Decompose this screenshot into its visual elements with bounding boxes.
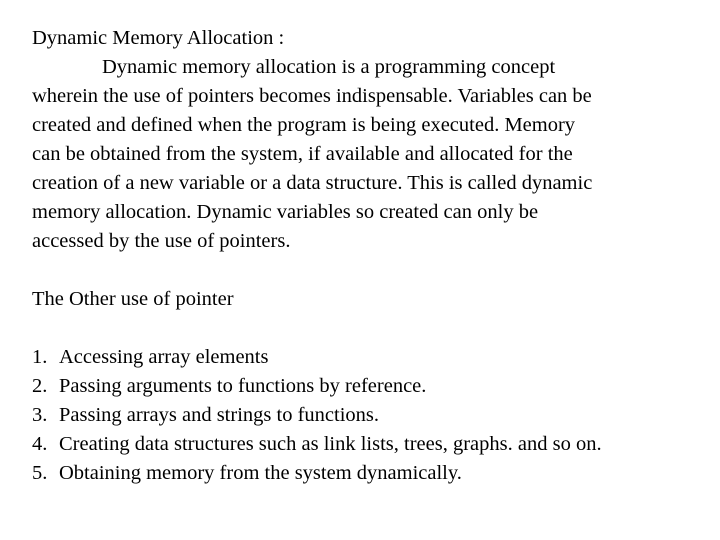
list-number: 4. [32, 433, 48, 455]
list-item [32, 372, 702, 401]
paragraph-line: created and defined when the program is being executed. Memory [32, 114, 576, 136]
paragraph-line: can be obtained from the system, if available and allocated for the [32, 143, 573, 165]
list-text: Passing arrays and strings to functions. [59, 404, 379, 426]
list-number: 3. [32, 404, 48, 426]
paragraph-line: memory allocation. Dynamic variables so created can only be [32, 201, 539, 223]
slide-content [32, 24, 702, 488]
list-item [32, 459, 702, 488]
list-item [32, 401, 702, 430]
list-text: Passing arguments to functions by reference. [59, 375, 427, 397]
list-number: 5. [32, 462, 48, 484]
paragraph-line: Dynamic memory allocation is a programming concept [102, 56, 556, 78]
subheading: The Other use of pointer [32, 288, 234, 310]
spacer [32, 314, 702, 343]
list-text: Accessing array elements [59, 346, 269, 368]
spacer [32, 256, 702, 285]
list-item [32, 343, 702, 372]
paragraph-line: wherein the use of pointers becomes indispensable. Variables can be [32, 85, 592, 107]
list-number: 2. [32, 375, 48, 397]
list-number: 1. [32, 346, 48, 368]
paragraph-line: accessed by the use of pointers. [32, 230, 291, 252]
section-heading: Dynamic Memory Allocation : [32, 27, 285, 49]
list-item [32, 430, 702, 459]
list-text: Creating data structures such as link lists, trees, graphs. and so on. [59, 433, 602, 455]
numbered-list [32, 343, 702, 488]
paragraph-line: creation of a new variable or a data structure. This is called dynamic [32, 172, 593, 194]
body-paragraph [32, 53, 702, 256]
list-text: Obtaining memory from the system dynamically. [59, 462, 462, 484]
